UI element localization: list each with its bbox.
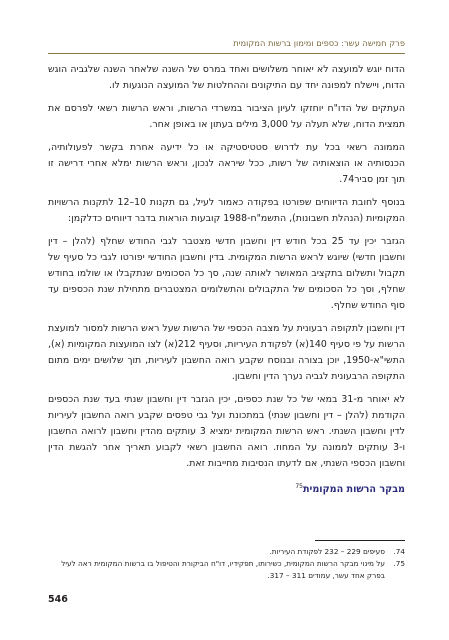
running-header: פרק חמישה עשר: כספים ומימון ברשות המקומית <box>48 38 405 54</box>
footnote-text: על מינוי מבקר הרשות המקומית, כשירותו, תפקידיו, דו"ח הביקורת והטיפול בו ברשות המקומית ראה לעיל בפרק אחד עשר, עמודים 311 – 317. <box>61 559 385 580</box>
paragraph-6: דין וחשבון לתקופה רבעונית על מצבה הכספי של הרשות שעל ראש הרשות למסור למועצת הרשות על פי סעיף 140(א) לפקודת העיריות, וסעיף 212(א) לצו המועצות המקומיות (א), התשי"א-1950, יוכן בצורה ובנוסח שקבע רואה החשבון לעיריות, תוך שלושים ימים מתום התקופה הרבעונית לגביה נערך הדין וחשבון. <box>48 323 405 382</box>
footnote-74 <box>48 546 405 558</box>
footnote-text: סעיפים 229 – 232 לפקודת העיריות. <box>269 547 385 556</box>
footnotes-section <box>48 540 405 582</box>
paragraph-7: לא יאוחר מ-31 במאי של כל שנת כספים, יכין הגזבר דין וחשבון שנתי בעד שנת הכספים הקודמת (להלן – דין וחשבון שנתי) במתכונת ועל גבי טפסים שקבע רואה החשבון לעיריות לדין וחשבון השנתי. ראש הרשות המקומית ימציא 3 עותקים מהדין וחשבון לרואה החשבון ו-3 עותקים לממונה על המחוז. רואה החשבון רשאי לקבוע תאריך אחר להגשת הדין וחשבון הכספי השנתי, אם לדעתו הנסיבות מחייבות זאת. <box>48 394 406 469</box>
subheading-text: מבקר הרשות המקומית <box>302 484 405 496</box>
paragraph-4: בנוסף לחובת הדיווחים שפורטו בפקודה כאמור לעיל, גם תקנות 10–12 לתקנות הרשויות המקומיות (הנהלת חשבונות), התשמ"ח-1988 קובעות הוראות בדבר דיווחים כדלקמן: <box>48 197 406 224</box>
footnote-75 <box>48 558 405 582</box>
page-number: 546 <box>48 594 68 605</box>
body-text <box>48 62 405 498</box>
paragraph-3: הממונה רשאי בכל עת לדרוש סטטיסטיקה או כל ידיעה אחרת בקשר לפעולותיה, הכנסותיה או הוצאותיה של רשות, ככל שיראה לנכון, וראש הרשות ימלא אחרי דרישה זו תוך זמן סביר74. <box>48 142 405 185</box>
footnote-number: 74. <box>393 547 405 556</box>
section-subheading <box>48 479 405 498</box>
footnote-ref-75[interactable]: 75 <box>295 483 303 490</box>
footnote-number: 75. <box>393 559 405 568</box>
paragraph-5: הגזבר יכין עד 25 בכל חודש דין וחשבון חדשי מצטבר לגבי החודש שחלף (להלן – דין וחשבון חדשי) שיוגש לראש הרשות המקומית. בדין וחשבון החודשי יפורטו לגבי כל סעיף של תקבול ותשלום בתקציב המאושר לאותה שנה, סך כל הסכומים שנתקבלו או שולמו בחודש שחלף, וסך כל הסכומים של התקבולים והתשלומים המצטברים מתחילת שנת הכספים עד סוף החודש שחלף. <box>48 236 405 311</box>
paragraph-2: העתקים של הדו"ח יוחזקו לעיון הציבור במשרדי הרשות, וראש הרשות רשאי לפרסם את תמצית הדוח, שלא תעלה על 3,000 מילים בעתון או באופן אחר. <box>48 103 405 130</box>
footnote-divider <box>315 540 405 541</box>
paragraph-1: הדוח יוגש למועצה לא יאוחר משלושים ואחד במרס של השנה שלאחר השנה שלגביה הוגש הדוח, ויישלח למפונה יחד עם התיקונים וההחלטות של המועצה הנוגעות לו. <box>48 64 405 91</box>
